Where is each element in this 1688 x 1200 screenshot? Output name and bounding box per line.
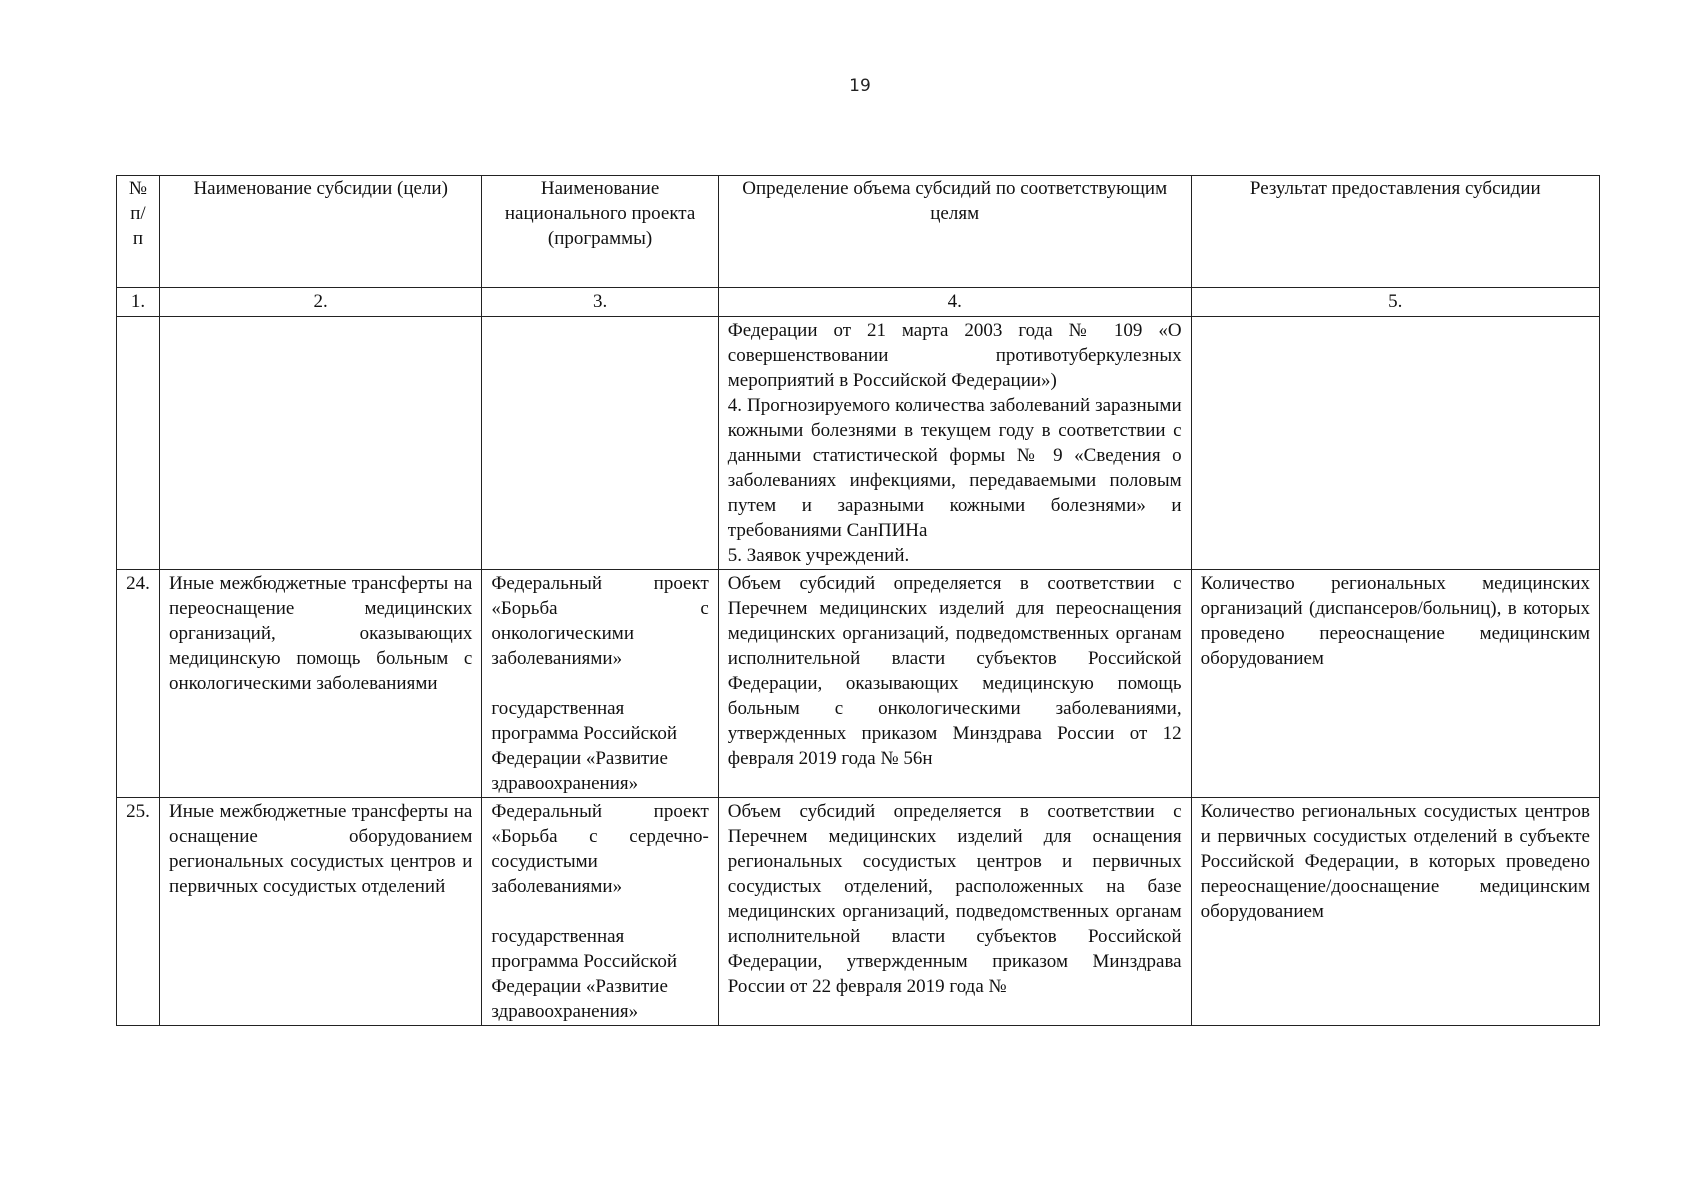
table-row <box>117 317 1600 570</box>
subsidy-table <box>116 175 1600 1026</box>
column-number-row <box>117 288 1600 317</box>
row-number: 24. <box>117 570 160 798</box>
state-program-text: государственная программа Российской Федерации «Развитие здравоохранения» <box>491 698 678 794</box>
header-volume-definition: Определение объема субсидий по соответствующим целям <box>718 176 1191 288</box>
column-number: 3. <box>482 288 718 317</box>
header-subsidy-name: Наименование субсидии (цели) <box>159 176 481 288</box>
subsidy-name-cell: Иные межбюджетные трансферты на переоснащение медицинских организаций, оказывающих медицинскую помощь больным с онкологическими заболеваниями <box>159 570 481 798</box>
column-number: 5. <box>1191 288 1599 317</box>
project-cell <box>482 570 718 798</box>
result-cell <box>1191 317 1599 570</box>
subsidy-name-cell <box>159 317 481 570</box>
result-cell: Количество региональных сосудистых центров и первичных сосудистых отделений в субъекте Российской Федерации, в которых проведено переоснащение/дооснащение медицинским оборудованием <box>1191 798 1599 1026</box>
table-row <box>117 798 1600 1026</box>
project-cell <box>482 317 718 570</box>
project-cell <box>482 798 718 1026</box>
definition-cell: Объем субсидий определяется в соответствии с Перечнем медицинских изделий для оснащения региональных сосудистых центров и первичных сосудистых отделений, расположенных на базе медицинских организаций, подведомственных органам исполнительной власти субъектов Российской Федерации, утвержденным приказом Минздрава России от 22 февраля 2019 года № <box>718 798 1191 1026</box>
definition-cell: Объем субсидий определяется в соответствии с Перечнем медицинских изделий для переоснащения медицинских организаций, подведомственных органам исполнительной власти субъектов Российской Федерации, оказывающих медицинскую помощь больным с онкологическими заболеваниями, утвержденных приказом Минздрава России от 12 февраля 2019 года № 56н <box>718 570 1191 798</box>
header-national-project: Наименование национального проекта (программы) <box>482 176 718 288</box>
column-number: 4. <box>718 288 1191 317</box>
row-number <box>117 317 160 570</box>
header-number: № п/п <box>117 176 160 288</box>
result-cell: Количество региональных медицинских организаций (диспансеров/больниц), в которых проведено переоснащение медицинским оборудованием <box>1191 570 1599 798</box>
column-number: 2. <box>159 288 481 317</box>
column-number: 1. <box>117 288 160 317</box>
page-number: 19 <box>849 76 871 96</box>
table-header-row <box>117 176 1600 288</box>
subsidy-name-cell: Иные межбюджетные трансферты на оснащение оборудованием региональных сосудистых центров и первичных сосудистых отделений <box>159 798 481 1026</box>
federal-project-text: Федеральный проект «Борьба с сердечно-сосудистыми заболеваниями» <box>491 801 709 897</box>
federal-project-text: Федеральный проект «Борьба с онкологическими заболеваниями» <box>491 573 709 669</box>
spacer <box>491 899 708 924</box>
row-number: 25. <box>117 798 160 1026</box>
state-program-text: государственная программа Российской Федерации «Развитие здравоохранения» <box>491 926 678 1022</box>
header-result: Результат предоставления субсидии <box>1191 176 1599 288</box>
spacer <box>491 671 708 696</box>
definition-cell: Федерации от 21 марта 2003 года № 109 «О совершенствовании противотуберкулезных мероприятий в Российской Федерации») 4. Прогнозируемого количества заболеваний заразными кожными болезнями в текущем году в соответствии с данными статистической формы № 9 «Сведения о заболеваниях инфекциями, передаваемыми половым путем и заразными кожными болезнями» и требованиями СанПИНа 5. Заявок учреждений. <box>718 317 1191 570</box>
table-row <box>117 570 1600 798</box>
